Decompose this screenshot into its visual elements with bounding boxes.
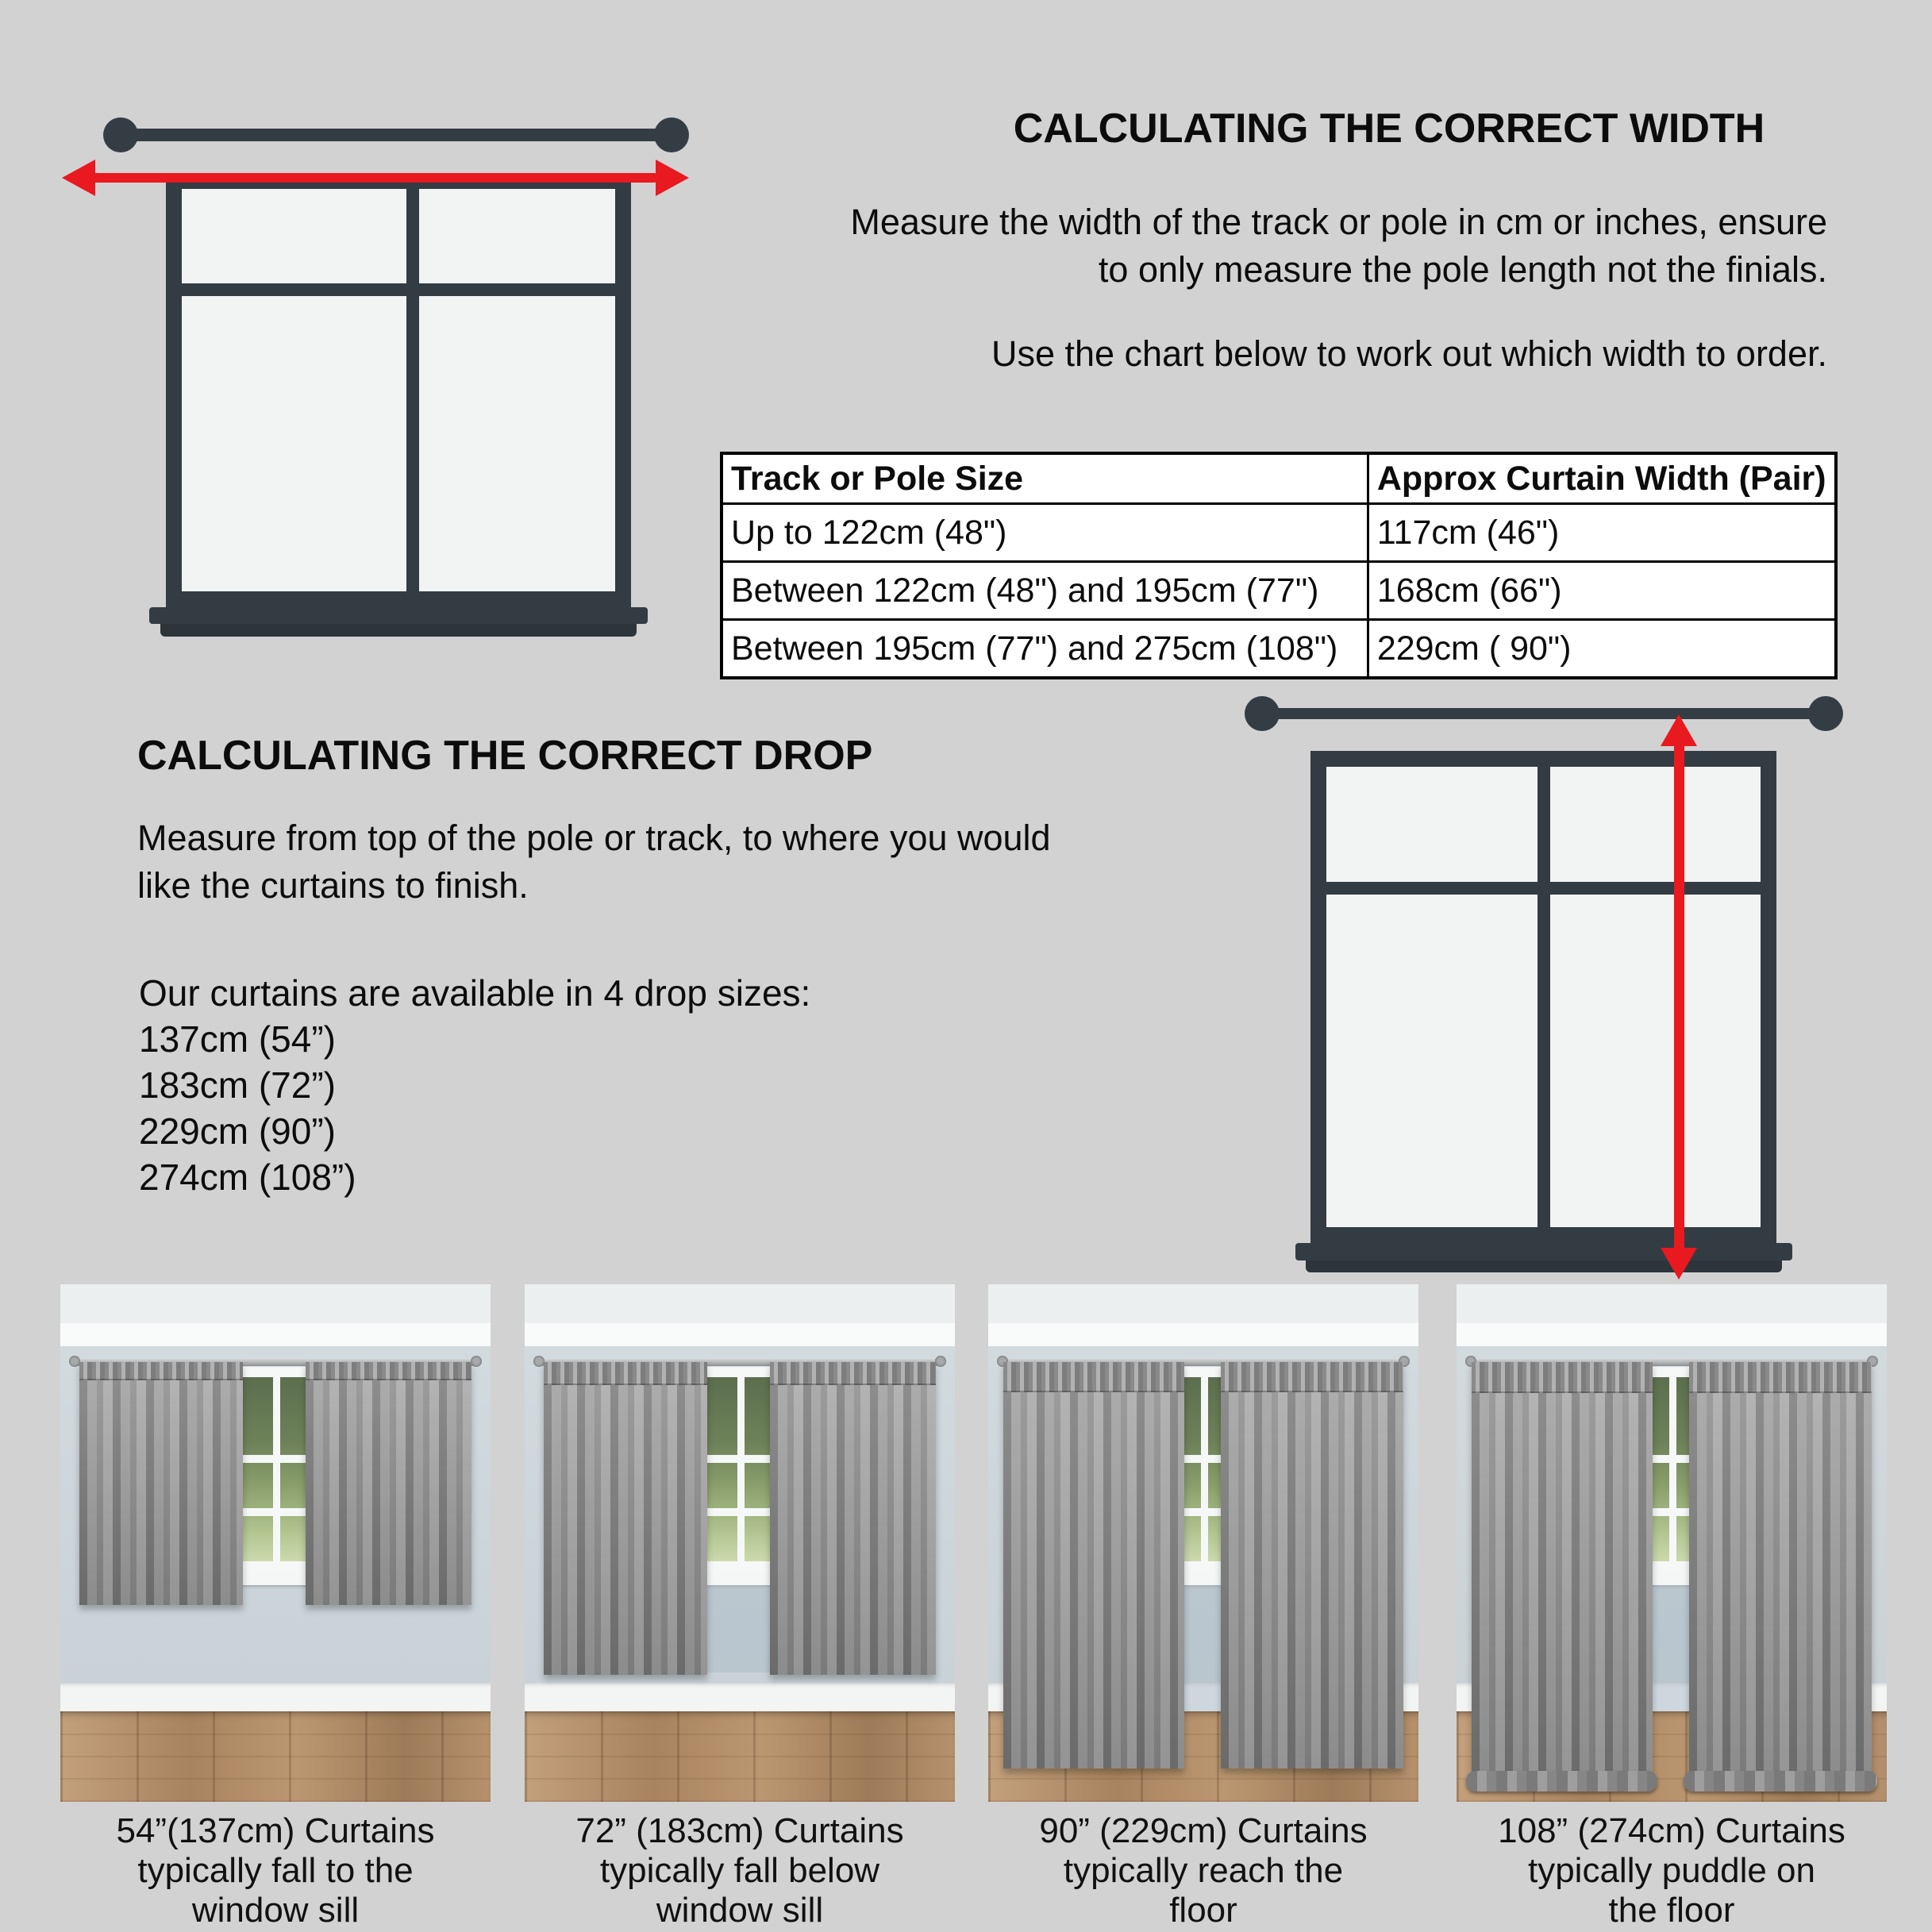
drop-size-item: 183cm (72”) <box>139 1064 336 1106</box>
crown-molding <box>988 1323 1418 1346</box>
drop-paragraph-line2: like the curtains to finish. <box>137 865 529 906</box>
caption-line: typically puddle on <box>1527 1851 1815 1890</box>
ceiling <box>525 1284 955 1323</box>
curtain-right <box>306 1362 471 1605</box>
window-mullion-vertical <box>406 189 419 591</box>
col-header-curtain-width: Approx Curtain Width (Pair) <box>1368 453 1836 504</box>
pole-finial-left-icon <box>533 1356 545 1367</box>
pencil-pleat-header <box>544 1362 707 1386</box>
photo-caption <box>525 1811 955 1930</box>
photo-caption <box>988 1811 1418 1930</box>
photo-caption <box>1457 1811 1887 1930</box>
window-sill <box>1295 1243 1792 1260</box>
curtain-right <box>1689 1362 1872 1784</box>
width-heading: CALCULATING THE CORRECT WIDTH <box>1013 106 1765 152</box>
caption-line: 90” (229cm) Curtains <box>1039 1811 1368 1850</box>
drop-sizes-intro: Our curtains are available in 4 drop sizes: <box>139 972 811 1014</box>
window-mullion-vertical <box>737 1377 745 1561</box>
window-sill <box>149 607 648 624</box>
pole-finial-left-icon <box>103 117 138 152</box>
crown-molding <box>60 1323 491 1346</box>
pole-finial-left-icon <box>69 1356 80 1367</box>
table-row <box>722 504 1836 562</box>
curtain-photo-unit <box>988 1284 1418 1932</box>
caption-line: typically fall below <box>599 1851 880 1890</box>
room-photo <box>988 1284 1418 1802</box>
wood-floor <box>60 1711 491 1802</box>
drop-paragraph-line1: Measure from top of the pole or track, to where you would <box>137 818 1051 858</box>
crown-molding <box>1457 1323 1887 1346</box>
cell-curtain-width: 117cm (46") <box>1368 504 1836 562</box>
caption-line: floor <box>1169 1891 1237 1930</box>
width-paragraph-line2: to only measure the pole length not the finials. <box>1098 249 1827 290</box>
table-row <box>722 562 1836 620</box>
room-photo <box>60 1284 491 1802</box>
drop-paragraph <box>137 814 1051 910</box>
cell-pole-size: Between 195cm (77") and 275cm (108") <box>722 620 1368 679</box>
table-header-row <box>722 453 1836 504</box>
curtain-left <box>1472 1362 1653 1784</box>
window-mullion-vertical <box>1201 1377 1208 1561</box>
curtain-right <box>770 1362 936 1675</box>
curtain-photo-unit <box>1457 1284 1887 1932</box>
room-photo <box>525 1284 955 1802</box>
arrow-head-up-icon <box>1661 714 1697 746</box>
curtain-photo-unit <box>525 1284 955 1932</box>
window-mullion-vertical <box>1669 1377 1676 1561</box>
window-illustration <box>166 173 631 607</box>
pole-finial-right-icon <box>1808 696 1843 731</box>
window-sill-base <box>160 624 637 637</box>
caption-line: the floor <box>1608 1891 1735 1930</box>
pencil-pleat-header <box>1221 1362 1403 1392</box>
ceiling <box>988 1284 1418 1323</box>
cell-curtain-width: 168cm (66") <box>1368 562 1836 620</box>
ceiling <box>60 1284 491 1323</box>
width-paragraph <box>850 198 1827 294</box>
drop-sizes-list <box>139 970 810 1200</box>
arrow-shaft <box>90 173 657 183</box>
size-chart-table <box>720 452 1838 679</box>
drop-size-item: 274cm (108”) <box>139 1157 356 1198</box>
curtain-left <box>79 1362 243 1605</box>
width-chart-note: Use the chart below to work out which width to order. <box>991 333 1827 374</box>
caption-line: 72” (183cm) Curtains <box>575 1811 904 1850</box>
curtain-left <box>1003 1362 1184 1768</box>
room-photo <box>1457 1284 1887 1802</box>
drop-heading: CALCULATING THE CORRECT DROP <box>137 733 873 779</box>
col-header-pole-size: Track or Pole Size <box>722 453 1368 504</box>
pencil-pleat-header <box>79 1362 243 1380</box>
cell-pole-size: Between 122cm (48") and 195cm (77") <box>722 562 1368 620</box>
window-illustration <box>1310 751 1776 1243</box>
arrow-head-right-icon <box>656 160 689 196</box>
caption-line: window sill <box>191 1891 360 1930</box>
cell-pole-size: Up to 122cm (48") <box>722 504 1368 562</box>
window-sill-base <box>1306 1260 1782 1272</box>
pencil-pleat-header <box>770 1362 936 1386</box>
curtain-puddle <box>1684 1771 1877 1792</box>
pole-finial-right-icon <box>654 117 689 152</box>
curtain-pole-illustration <box>119 129 673 141</box>
window-mullion-horizontal <box>182 283 615 296</box>
pencil-pleat-header <box>1472 1362 1653 1393</box>
caption-line: typically fall to the <box>137 1851 414 1890</box>
caption-line: 54”(137cm) Curtains <box>116 1811 435 1850</box>
pencil-pleat-header <box>1689 1362 1872 1393</box>
cell-curtain-width: 229cm ( 90") <box>1368 620 1836 679</box>
width-paragraph-line1: Measure the width of the track or pole in cm or inches, ensure <box>850 202 1827 242</box>
curtain-left <box>544 1362 707 1675</box>
caption-line: typically reach the <box>1063 1851 1344 1890</box>
table-row <box>722 620 1836 679</box>
drop-size-item: 137cm (54”) <box>139 1018 336 1060</box>
ceiling <box>1457 1284 1887 1323</box>
window-mullion-vertical <box>1538 767 1550 1227</box>
wood-floor <box>525 1711 955 1802</box>
window-mullion-vertical <box>273 1377 280 1561</box>
arrow-head-down-icon <box>1661 1248 1697 1280</box>
baseboard <box>60 1683 491 1711</box>
photo-caption <box>60 1811 491 1930</box>
drop-size-item: 229cm (90”) <box>139 1110 336 1152</box>
caption-line: 108” (274cm) Curtains <box>1498 1811 1845 1850</box>
curtain-photo-unit <box>60 1284 491 1932</box>
curtain-right <box>1221 1362 1403 1768</box>
crown-molding <box>525 1323 955 1346</box>
baseboard <box>525 1683 955 1711</box>
pencil-pleat-header <box>306 1362 471 1380</box>
arrow-shaft <box>1674 743 1684 1251</box>
curtain-pole-illustration <box>1260 708 1827 719</box>
curtain-puddle <box>1466 1771 1657 1792</box>
caption-line: window sill <box>656 1891 824 1930</box>
pole-finial-left-icon <box>1245 696 1280 731</box>
pencil-pleat-header <box>1003 1362 1184 1392</box>
